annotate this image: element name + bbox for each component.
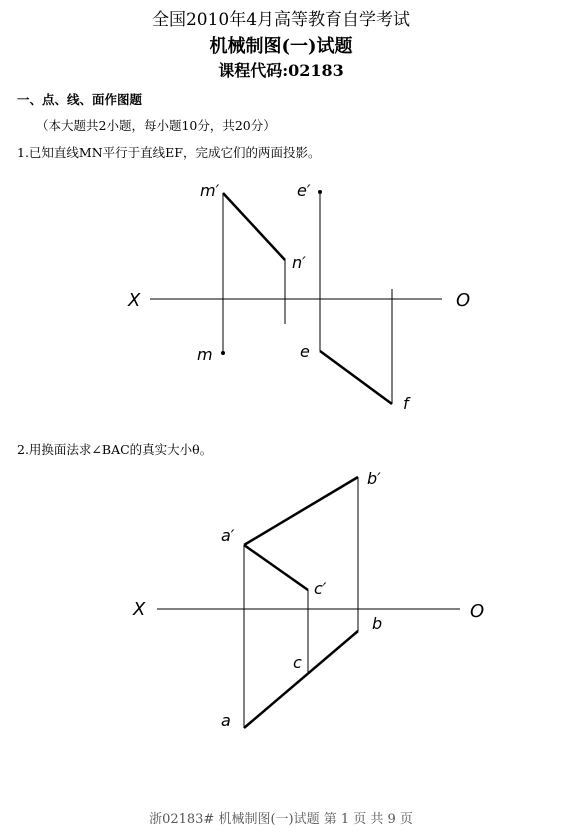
fig1-label-e: e bbox=[300, 342, 310, 361]
figure-1 bbox=[127, 181, 470, 413]
paper-title: 机械制图(一)试题 bbox=[209, 36, 353, 57]
fig2-line-a-b bbox=[244, 631, 358, 728]
fig2-line-a-prime-c-prime bbox=[244, 545, 308, 590]
section-note: （本大题共2小题，每小题10分，共20分） bbox=[36, 118, 276, 133]
fig1-line-m-prime-n-prime bbox=[223, 193, 285, 260]
course-code: 课程代码:02183 bbox=[218, 61, 344, 80]
exam-title: 全国2010年4月高等教育自学考试 bbox=[151, 10, 411, 30]
fig2-label-b: b bbox=[372, 614, 383, 633]
fig1-label-n-prime: n′ bbox=[292, 253, 306, 272]
fig2-label-b-prime: b′ bbox=[367, 469, 381, 488]
fig2-label-a: a bbox=[221, 711, 231, 730]
question-1-text: 1.已知直线MN平行于直线EF，完成它们的两面投影。 bbox=[17, 145, 321, 160]
fig2-label-c: c bbox=[293, 653, 302, 672]
fig1-label-m: m bbox=[197, 345, 213, 364]
fig1-axis-x-label: X bbox=[128, 290, 141, 311]
section-heading: 一、点、线、面作图题 bbox=[17, 92, 143, 107]
page-footer: 浙02183# 机械制图(一)试题 第 1 页 共 9 页 bbox=[149, 812, 413, 827]
figure-2 bbox=[132, 469, 484, 730]
fig1-point-m bbox=[221, 351, 225, 355]
fig2-label-a-prime: a′ bbox=[221, 526, 235, 545]
fig2-label-c-prime: c′ bbox=[314, 579, 327, 598]
fig1-label-f: f bbox=[403, 394, 409, 413]
fig1-point-e-prime bbox=[318, 190, 322, 194]
fig1-axis-o-label: O bbox=[456, 290, 471, 311]
fig1-label-m-prime: m′ bbox=[200, 181, 220, 200]
fig1-label-e-prime: e′ bbox=[297, 181, 311, 200]
fig1-line-e-f bbox=[320, 351, 392, 404]
fig2-axis-x-label: X bbox=[133, 599, 146, 620]
question-2-text: 2.用换面法求∠BAC的真实大小θ。 bbox=[17, 442, 213, 457]
fig2-axis-o-label: O bbox=[470, 601, 485, 622]
fig2-line-a-prime-b-prime bbox=[244, 477, 358, 545]
